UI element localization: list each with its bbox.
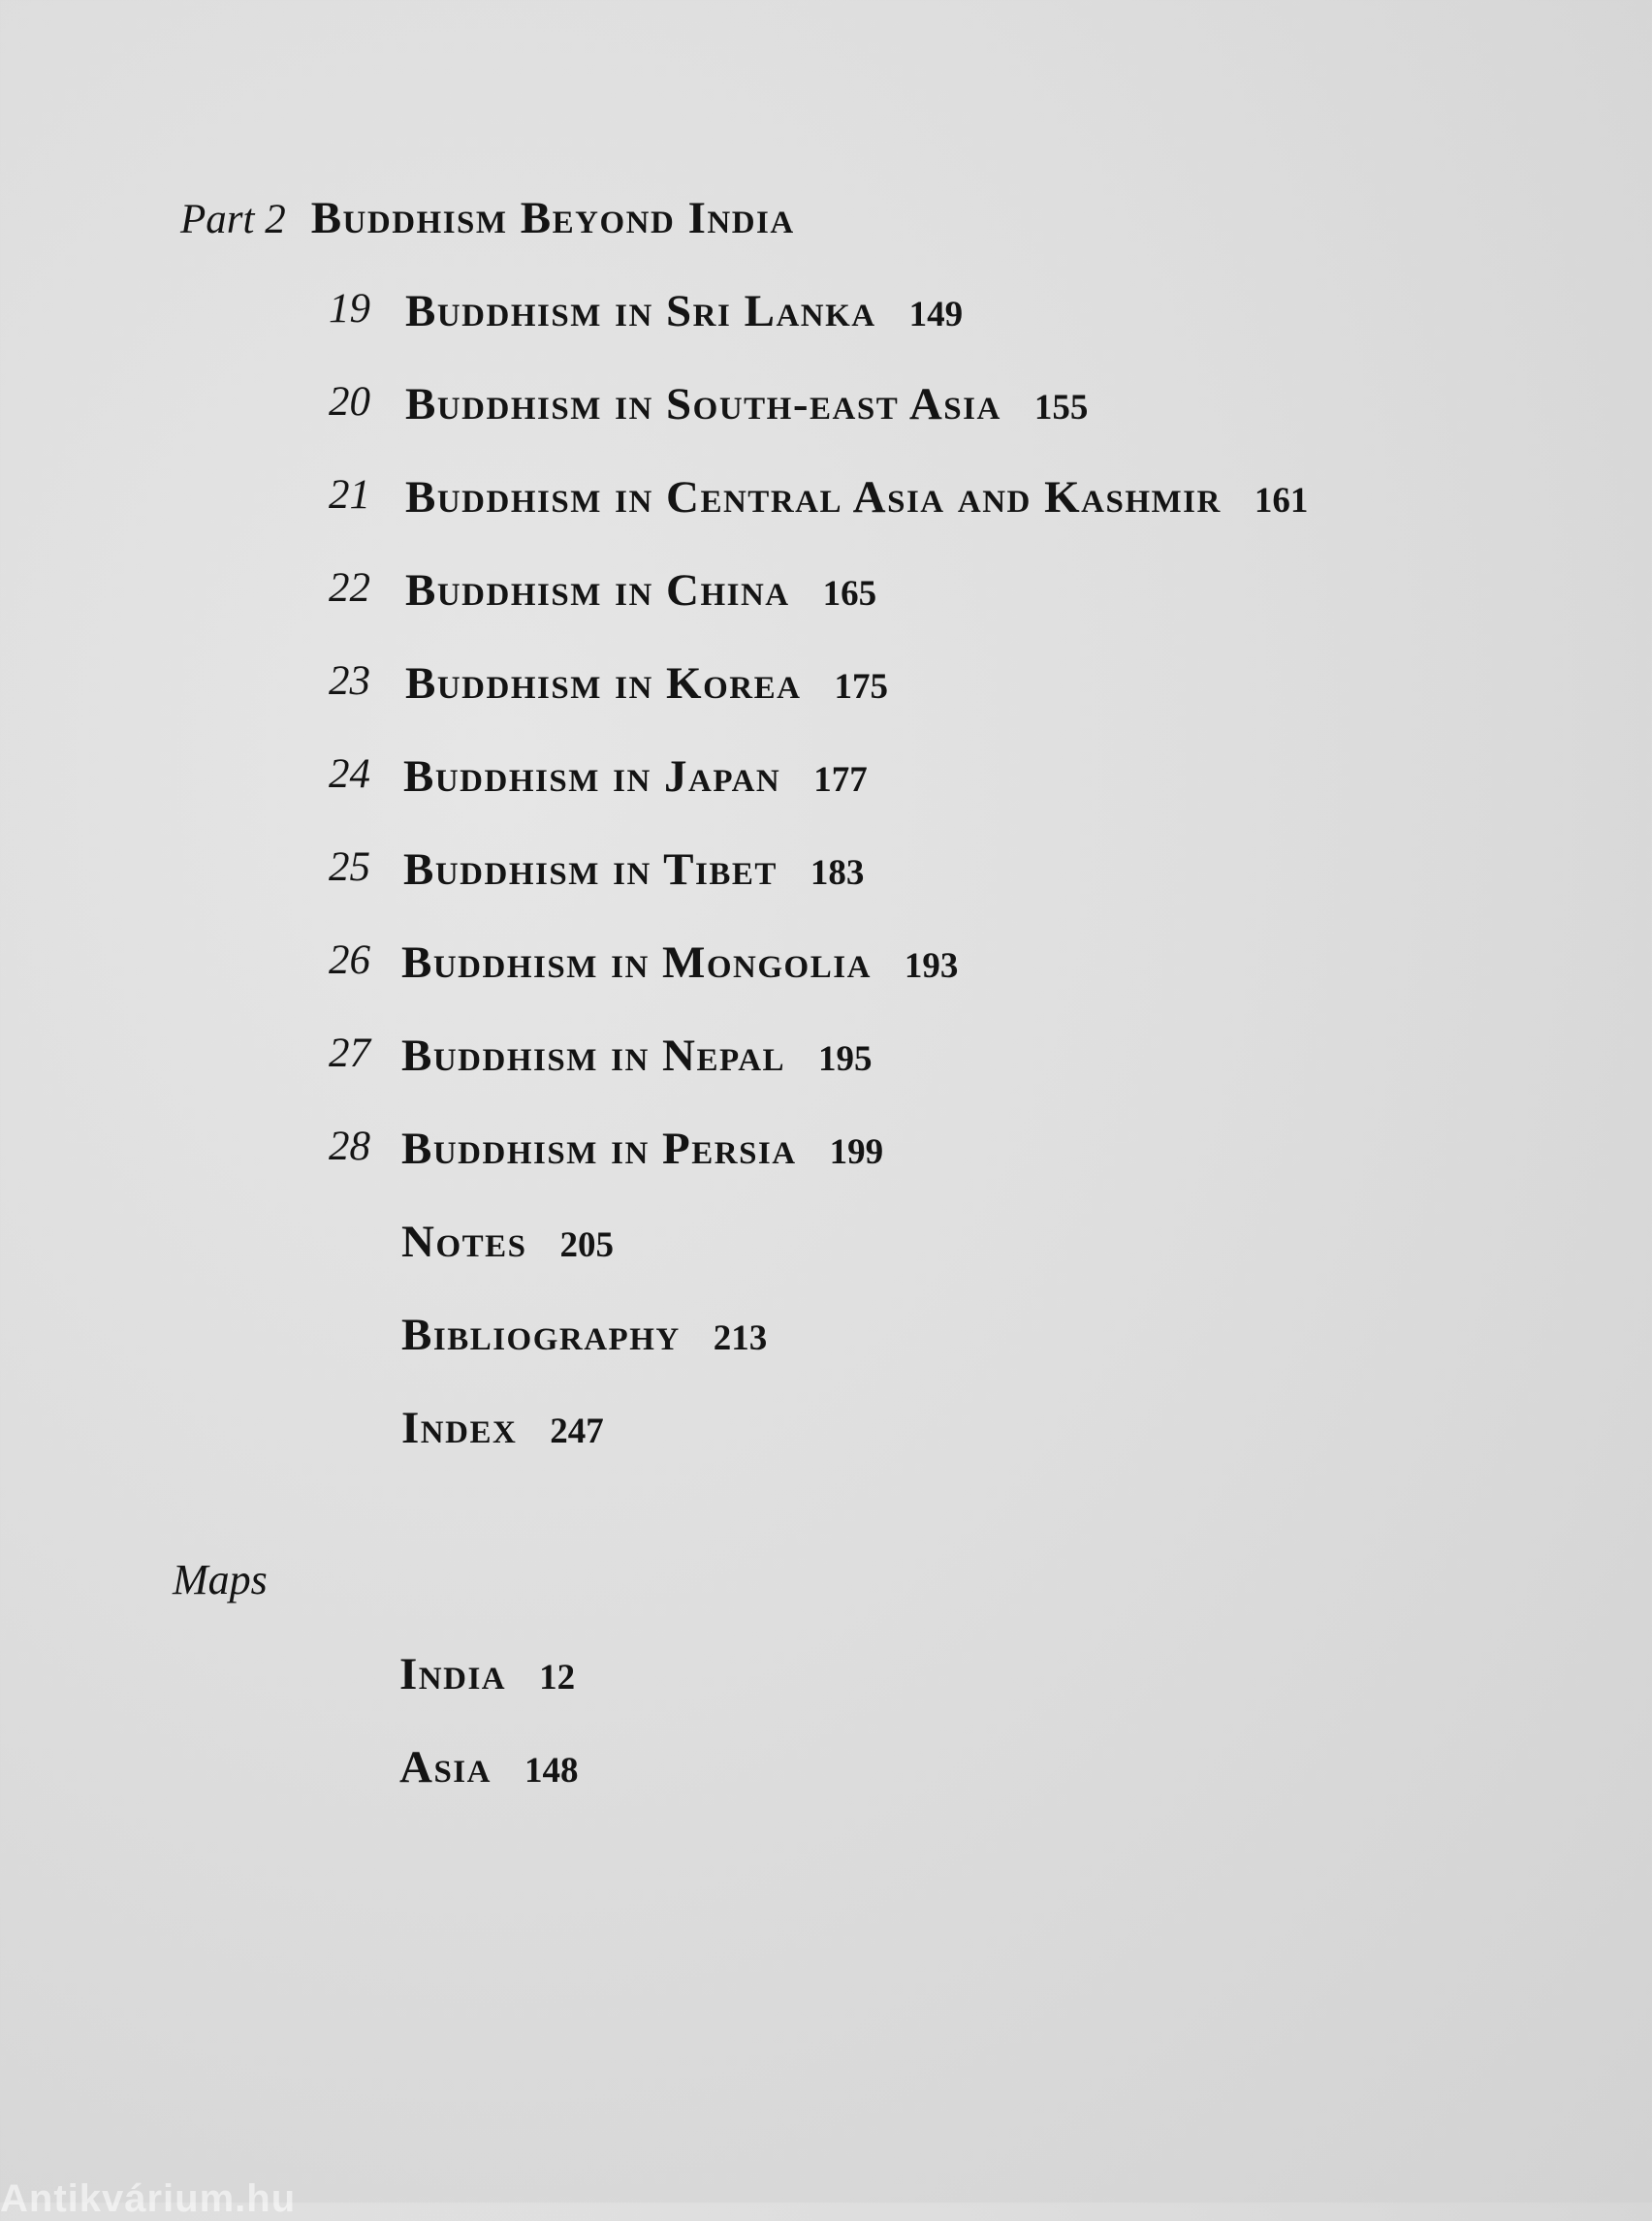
chapter-title: Buddhism in Tibet — [403, 844, 778, 895]
chapter-number: 27 — [329, 1031, 370, 1076]
toc-entry[interactable] — [329, 843, 865, 898]
map-page: 12 — [539, 1658, 576, 1697]
chapter-page: 183 — [810, 853, 865, 893]
chapter-title: Buddhism in South-east Asia — [405, 379, 1001, 429]
chapter-title: Buddhism in Central Asia and Kashmir — [405, 472, 1222, 523]
chapter-number: 21 — [329, 472, 370, 518]
chapter-title: Buddhism in China — [405, 565, 790, 616]
toc-entry-bibliography[interactable] — [401, 1309, 767, 1363]
toc-entry[interactable] — [329, 936, 959, 991]
chapter-number: 25 — [329, 844, 370, 890]
entry-page: 205 — [559, 1225, 614, 1265]
toc-entry[interactable] — [329, 1030, 873, 1084]
chapter-page: 161 — [1254, 481, 1309, 521]
part-title: Buddhism Beyond India — [310, 193, 795, 243]
chapter-number: 20 — [329, 379, 370, 425]
chapter-page: 165 — [822, 574, 877, 614]
entry-page: 247 — [550, 1412, 604, 1451]
entry-title: Index — [401, 1403, 518, 1453]
chapter-number: 23 — [329, 658, 370, 704]
chapter-page: 199 — [829, 1132, 884, 1172]
toc-entry[interactable] — [329, 378, 1089, 432]
toc-entry-notes[interactable] — [401, 1216, 614, 1270]
chapter-number: 22 — [329, 565, 370, 611]
toc-entry[interactable] — [329, 564, 877, 619]
chapter-title: Buddhism in Nepal — [401, 1031, 786, 1081]
chapter-page: 177 — [813, 760, 868, 800]
chapter-page: 193 — [904, 946, 959, 986]
toc-entry[interactable] — [329, 750, 868, 805]
chapter-page: 149 — [908, 295, 964, 334]
chapter-number: 26 — [329, 937, 370, 983]
toc-entry-index[interactable] — [401, 1402, 604, 1456]
entry-title: Notes — [401, 1217, 527, 1267]
entry-page: 213 — [713, 1318, 768, 1358]
map-entry-asia[interactable] — [399, 1741, 578, 1795]
part-heading — [180, 192, 795, 246]
toc-entry[interactable] — [329, 657, 888, 712]
map-title: Asia — [399, 1742, 492, 1793]
chapter-page: 155 — [1033, 388, 1089, 428]
chapter-number: 19 — [329, 286, 370, 332]
entry-title: Bibliography — [401, 1310, 681, 1360]
map-page: 148 — [524, 1751, 579, 1791]
map-title: India — [399, 1649, 507, 1699]
chapter-title: Buddhism in Japan — [403, 751, 781, 802]
toc-entry[interactable] — [329, 1123, 884, 1177]
map-entry-india[interactable] — [399, 1648, 575, 1702]
chapter-title: Buddhism in Persia — [401, 1124, 797, 1174]
chapter-number: 28 — [329, 1124, 370, 1169]
watermark: Antikvárium.hu — [0, 2177, 297, 2220]
chapter-page: 175 — [834, 667, 888, 707]
chapter-title: Buddhism in Korea — [405, 658, 802, 709]
chapter-title: Buddhism in Sri Lanka — [405, 286, 876, 336]
chapter-number: 24 — [329, 751, 370, 797]
toc-entry[interactable] — [329, 471, 1309, 525]
chapter-title: Buddhism in Mongolia — [401, 937, 872, 988]
toc-entry[interactable] — [329, 285, 964, 339]
maps-heading: Maps — [173, 1556, 268, 1603]
part-label: Part 2 — [180, 197, 286, 242]
chapter-page: 195 — [818, 1039, 873, 1079]
